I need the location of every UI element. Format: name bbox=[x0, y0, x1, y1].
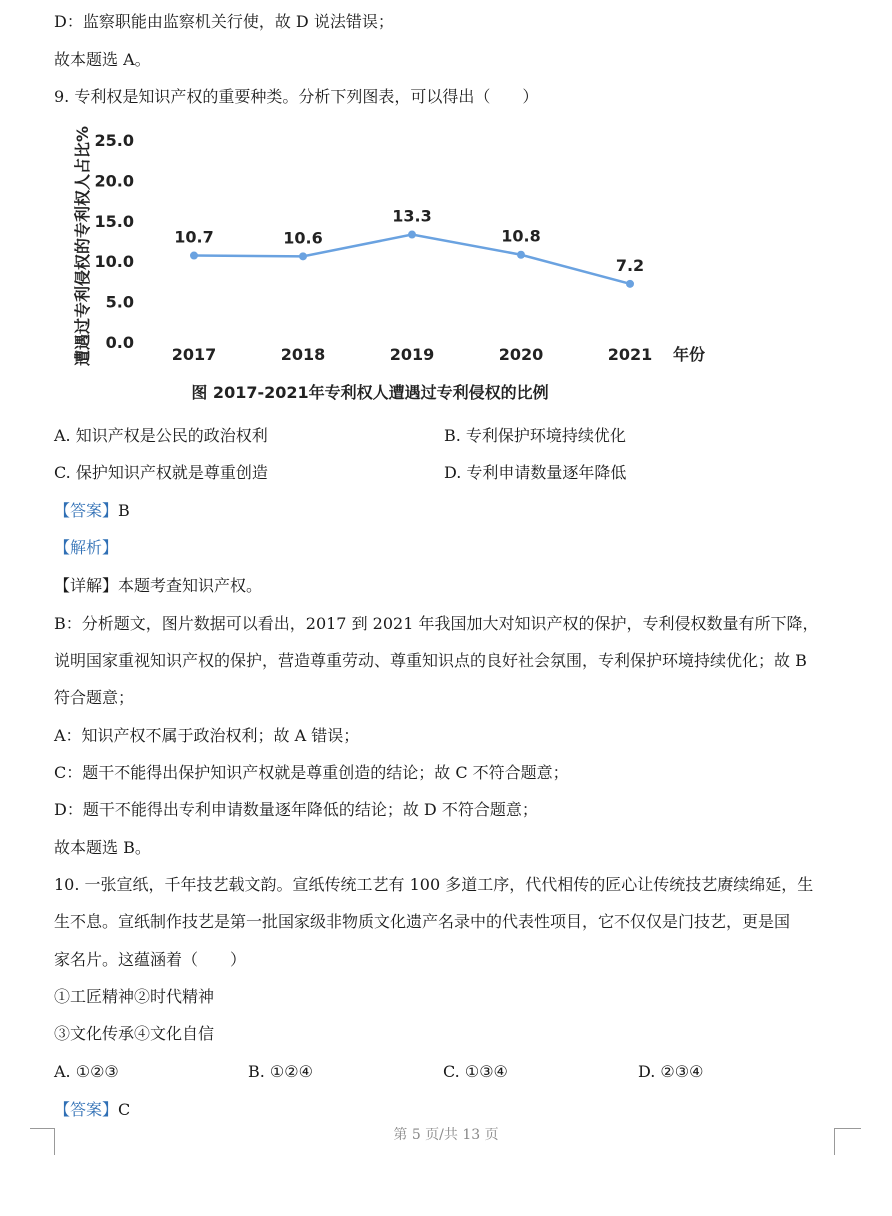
q10-option-a: A. ①②③ bbox=[54, 1062, 119, 1081]
y-tick-label: 10.0 bbox=[94, 252, 134, 272]
data-point bbox=[190, 252, 198, 260]
option-d: D. 专利申请数量逐年降低 bbox=[444, 463, 627, 482]
analysis-label: 【解析】 bbox=[54, 538, 119, 557]
detail-line: 【详解】本题考查知识产权。 bbox=[54, 576, 263, 595]
y-tick-label: 5.0 bbox=[105, 292, 134, 312]
x-tick-label: 2020 bbox=[498, 345, 544, 364]
line-chart bbox=[64, 118, 764, 418]
data-label: 7.2 bbox=[615, 255, 645, 275]
data-label: 10.7 bbox=[174, 227, 214, 247]
data-label: 10.8 bbox=[501, 226, 541, 246]
answer-10-value: C bbox=[118, 1100, 131, 1119]
q10-option-d: D. ②③④ bbox=[638, 1062, 704, 1081]
q10-option-c: C. ①③④ bbox=[443, 1062, 508, 1081]
question-10-line-1: 10. 一张宣纸，千年技艺载文韵。宣纸传统工艺有 100 多道工序，代代相传的匠心让传统技艺赓续绵延，生 bbox=[54, 875, 814, 894]
question-10-line-3: 家名片。这蕴涵着（ ） bbox=[54, 950, 247, 969]
x-tick-label: 2019 bbox=[389, 345, 435, 364]
x-axis-label: 年份 bbox=[672, 345, 706, 364]
line-d-conclusion: D：监察职能由监察机关行使，故 D 说法错误； bbox=[54, 12, 394, 31]
conclusion-9: 故本题选 B。 bbox=[54, 838, 151, 857]
explain-d: D：题干不能得出专利申请数量逐年降低的结论；故 D 不符合题意； bbox=[54, 800, 538, 819]
answer-10-line bbox=[54, 1100, 130, 1120]
answer-value: B bbox=[118, 501, 130, 520]
y-axis-label: 遭遇过专利侵权的专利权人占比% bbox=[73, 125, 92, 367]
y-tick-label: 25.0 bbox=[94, 131, 134, 150]
x-tick-label: 2018 bbox=[280, 345, 326, 364]
data-point bbox=[408, 231, 416, 239]
explain-c: C：题干不能得出保护知识产权就是尊重创造的结论；故 C 不符合题意； bbox=[54, 763, 569, 782]
x-tick-label: 2021 bbox=[607, 345, 653, 364]
y-tick-label: 0.0 bbox=[105, 333, 134, 352]
chart-title: 图 2017-2021年专利权人遭遇过专利侵权的比例 bbox=[191, 383, 549, 402]
explain-a: A：知识产权不属于政治权利；故 A 错误； bbox=[54, 726, 360, 745]
option-c: C. 保护知识产权就是尊重创造 bbox=[54, 463, 268, 482]
x-tick-label: 2017 bbox=[171, 345, 217, 364]
answer-10-label: 【答案】 bbox=[54, 1100, 119, 1119]
chart bbox=[64, 118, 764, 418]
question-9: 9. 专利权是知识产权的重要种类。分析下列图表，可以得出（ ） bbox=[54, 87, 539, 106]
data-point bbox=[299, 252, 307, 260]
data-label: 10.6 bbox=[283, 228, 323, 248]
statement-3-4: ③文化传承④文化自信 bbox=[54, 1024, 215, 1043]
q10-option-b: B. ①②④ bbox=[248, 1062, 313, 1081]
explain-b-1: B：分析题文，图片数据可以看出，2017 到 2021 年我国加大对知识产权的保护，专利侵权数量有所下降， bbox=[54, 614, 819, 633]
option-b: B. 专利保护环境持续优化 bbox=[444, 426, 626, 445]
data-point bbox=[517, 251, 525, 259]
question-10-line-2: 生不息。宣纸制作技艺是第一批国家级非物质文化遗产名录中的代表性项目，它不仅仅是门技艺，更是国 bbox=[54, 912, 791, 931]
option-a: A. 知识产权是公民的政治权利 bbox=[54, 426, 268, 445]
series-line bbox=[194, 235, 630, 284]
y-tick-label: 20.0 bbox=[94, 171, 134, 191]
data-point bbox=[626, 280, 634, 288]
explain-b-3: 符合题意； bbox=[54, 688, 135, 707]
answer-label: 【答案】 bbox=[54, 501, 119, 520]
y-tick-label: 15.0 bbox=[94, 211, 134, 231]
statement-1-2: ①工匠精神②时代精神 bbox=[54, 987, 215, 1006]
answer-line bbox=[54, 501, 130, 521]
page-footer: 第 5 页/共 13 页 bbox=[393, 1127, 499, 1143]
data-label: 13.3 bbox=[392, 206, 432, 226]
line-answer-a: 故本题选 A。 bbox=[54, 50, 151, 69]
explain-b-2: 说明国家重视知识产权的保护，营造尊重劳动、尊重知识点的良好社会氛围，专利保护环境持续优化；故 B bbox=[54, 651, 807, 670]
